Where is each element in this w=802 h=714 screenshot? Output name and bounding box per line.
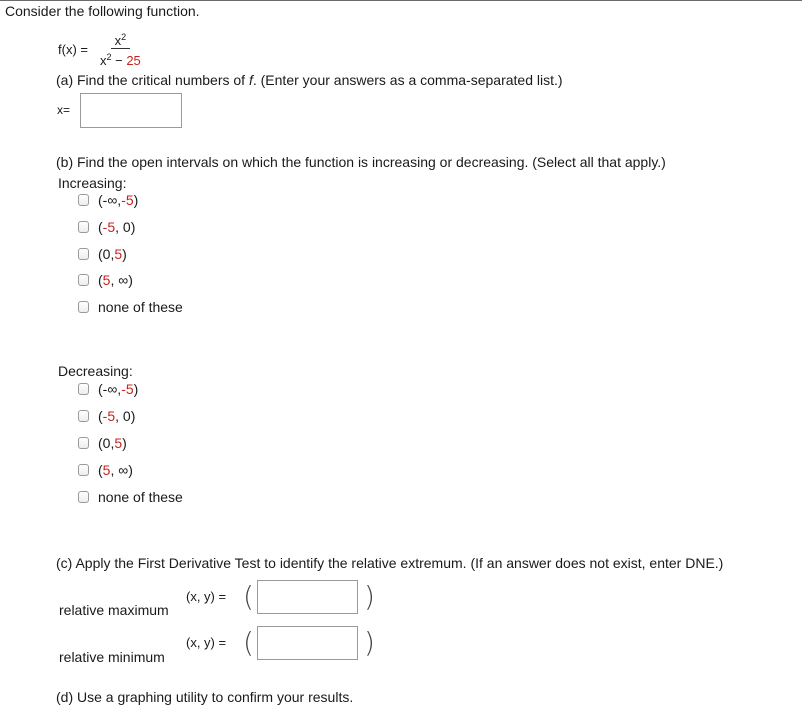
- increasing-checkbox-1[interactable]: [78, 194, 89, 206]
- relative-max-input[interactable]: [257, 580, 358, 614]
- increasing-checkbox-none[interactable]: [78, 301, 89, 313]
- part-b-prompt: (b) Find the open intervals on which the function is increasing or decreasing. (Select all that apply.): [56, 154, 666, 170]
- critical-numbers-input[interactable]: [80, 93, 182, 128]
- relative-max-label: relative maximum: [59, 602, 169, 618]
- decreasing-checkbox-none[interactable]: [78, 491, 89, 503]
- decreasing-option-none[interactable]: none of these: [78, 488, 183, 506]
- part-d-prompt: (d) Use a graphing utility to confirm your results.: [56, 689, 354, 705]
- increasing-option-4[interactable]: ( 5 , ∞): [78, 271, 133, 289]
- decreasing-option-4[interactable]: ( 5 , ∞): [78, 461, 133, 479]
- part-c-prompt: (c) Apply the First Derivative Test to identify the relative extremum. (If an answer does not exist, enter DNE.): [56, 555, 724, 571]
- relative-min-label: relative minimum: [59, 649, 165, 665]
- increasing-option-2[interactable]: ( -5 , 0): [78, 218, 135, 236]
- decreasing-checkbox-2[interactable]: [78, 410, 89, 422]
- decreasing-checkbox-4[interactable]: [78, 464, 89, 476]
- intro-text: Consider the following function.: [5, 3, 200, 19]
- increasing-checkbox-3[interactable]: [78, 248, 89, 260]
- min-xy-label: (x, y) =: [186, 635, 227, 650]
- increasing-label: Increasing:: [58, 175, 127, 191]
- decreasing-option-2[interactable]: ( -5 , 0): [78, 407, 135, 425]
- fraction-numerator: $x^2$: [111, 30, 131, 49]
- x-label: x=: [57, 103, 71, 117]
- max-left-paren: (: [243, 580, 254, 613]
- fraction-denominator: $x^2 - 25$: [99, 52, 141, 68]
- max-right-paren: ): [364, 580, 375, 613]
- function-lhs: f(x) =: [58, 42, 88, 57]
- decreasing-checkbox-3[interactable]: [78, 437, 89, 449]
- increasing-option-3[interactable]: (0, 5 ): [78, 245, 127, 263]
- part-a-prompt: (a) Find the critical numbers of f. (Enter your answers as a comma-separated list.): [56, 72, 563, 88]
- min-left-paren: (: [243, 626, 254, 659]
- increasing-checkbox-4[interactable]: [78, 274, 89, 286]
- decreasing-option-1[interactable]: (-∞, -5 ): [78, 380, 138, 398]
- function-fraction: [98, 30, 143, 69]
- decreasing-checkbox-1[interactable]: [78, 383, 89, 395]
- function-definition: [58, 30, 143, 69]
- increasing-checkbox-2[interactable]: [78, 221, 89, 233]
- min-right-paren: ): [364, 626, 375, 659]
- top-divider: [0, 0, 802, 1]
- decreasing-option-3[interactable]: (0, 5 ): [78, 434, 127, 452]
- relative-min-input[interactable]: [257, 626, 358, 660]
- increasing-option-1[interactable]: (-∞, -5 ): [78, 191, 138, 209]
- max-xy-label: (x, y) =: [186, 589, 227, 604]
- increasing-option-none[interactable]: none of these: [78, 298, 183, 316]
- decreasing-label: Decreasing:: [58, 363, 133, 379]
